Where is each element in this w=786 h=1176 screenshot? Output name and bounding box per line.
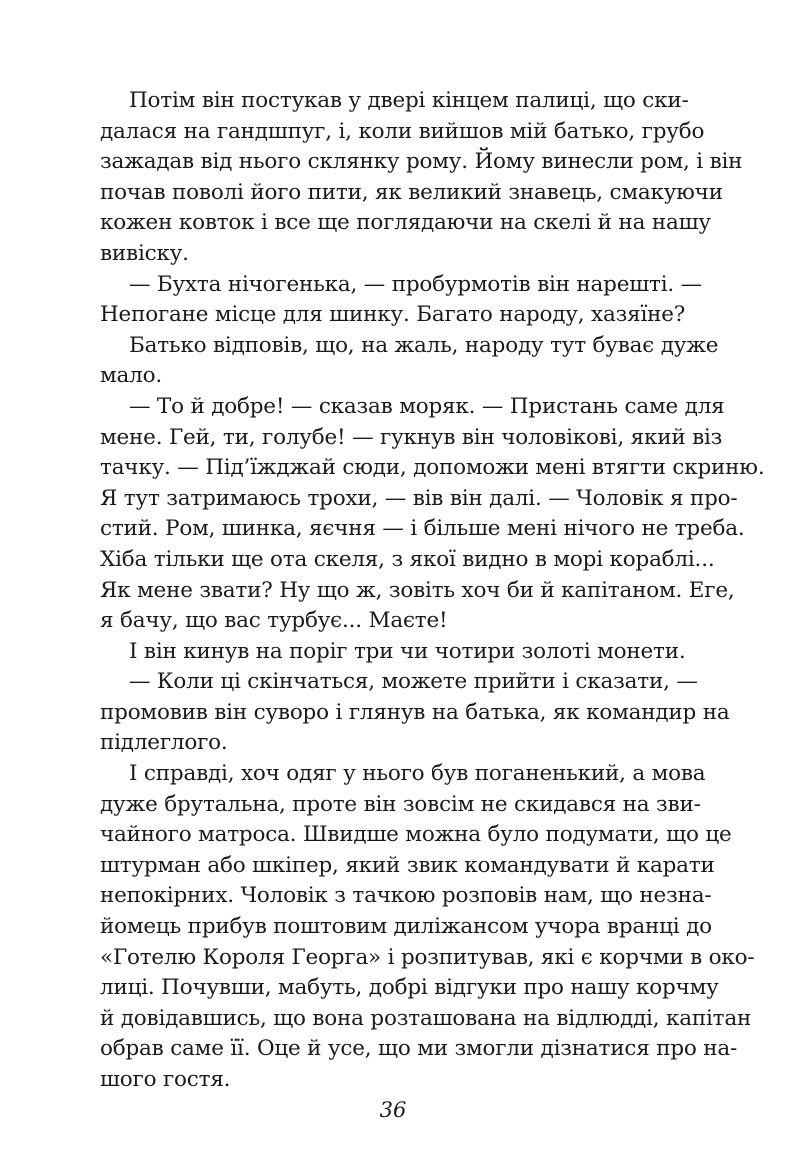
text-line: І справді, хоч одяг у нього був поганенький, а мова [129,761,706,787]
text-line: зажадав від нього склянку рому. Йому винесли ром, і він [100,149,743,175]
text-line: чайного матроса. Швидше можна було подумати, що це [100,822,732,848]
text-line: «Готелю Короля Георга» і розпитував, які є корчми в око- [100,944,755,970]
text-line: мене. Гей, ти, голубе! — гукнув він чоловікові, який віз [100,424,723,450]
text-line: вивіску. [100,240,189,266]
text-line: промовив він суворо і глянув на батька, як командир на [100,699,730,725]
text-line: штурман або шкіпер, який звик командувати й карати [100,852,715,878]
text-line: йомець прибув поштовим диліжансом учора вранці до [100,914,712,940]
page-number: 36 [379,1098,407,1122]
text-line: — Коли ці скінчаться, можете прийти і сказати, — [129,669,698,695]
text-line: обрав саме її. Оце й усе, що ми змогли дізнатися про на- [100,1036,738,1062]
text-line: я бачу, що вас турбує... Маєте! [100,608,448,634]
text-line: далася на гандшпуг, і, коли вийшов мій батько, грубо [100,118,705,144]
text-line: стий. Ром, шинка, яєчня — і більше мені нічого не треба. [100,516,745,542]
text-line: мало. [100,363,162,389]
text-line: шого гостя. [100,1067,231,1092]
text-line: кожен ковток і все ще поглядаючи на скелі й на нашу [100,210,711,236]
text-line: — Бухта нічогенька, — пробурмотів він нарешті. — [129,271,702,297]
text-line: почав поволі його пити, як великий знавець, смакуючи [100,179,723,205]
text-line: тачку. — Під’їжджай сюди, допоможи мені втягти скриню. [100,455,765,481]
text-line: лиці. Почувши, мабуть, добрі відгуки про нашу корчму [100,975,719,1001]
text-line: Як мене звати? Ну що ж, зовіть хоч би й капітаном. Еге, [100,577,735,603]
text-line: непокірних. Чоловік з тачкою розповів нам, що незна- [100,883,712,909]
text-line: й довідавшись, що вона розташована на відлюдді, капітан [100,1005,752,1031]
book-page-text [100,86,765,1096]
text-line: Хіба тільки ще ота скеля, з якої видно в морі кораблі... [100,546,715,572]
text-line: підлеглого. [100,730,228,756]
text-line: — То й добре! — сказав моряк. — Пристань саме для [129,393,725,419]
text-line: Я тут затримаюсь трохи, — вів він далі. — Чоловік я про- [100,485,738,511]
text-line: І він кинув на поріг три чи чотири золоті монети. [129,638,686,664]
text-line: дуже брутальна, проте він зовсім не скидався на зви- [100,791,701,817]
text-line: Потім він постукав у двері кінцем палиці, що ски- [129,88,689,113]
text-line: Непогане місце для шинку. Багато народу, хазяїне? [100,302,686,328]
text-line: Батько відповів, що, на жаль, народу тут буває дуже [129,332,719,358]
